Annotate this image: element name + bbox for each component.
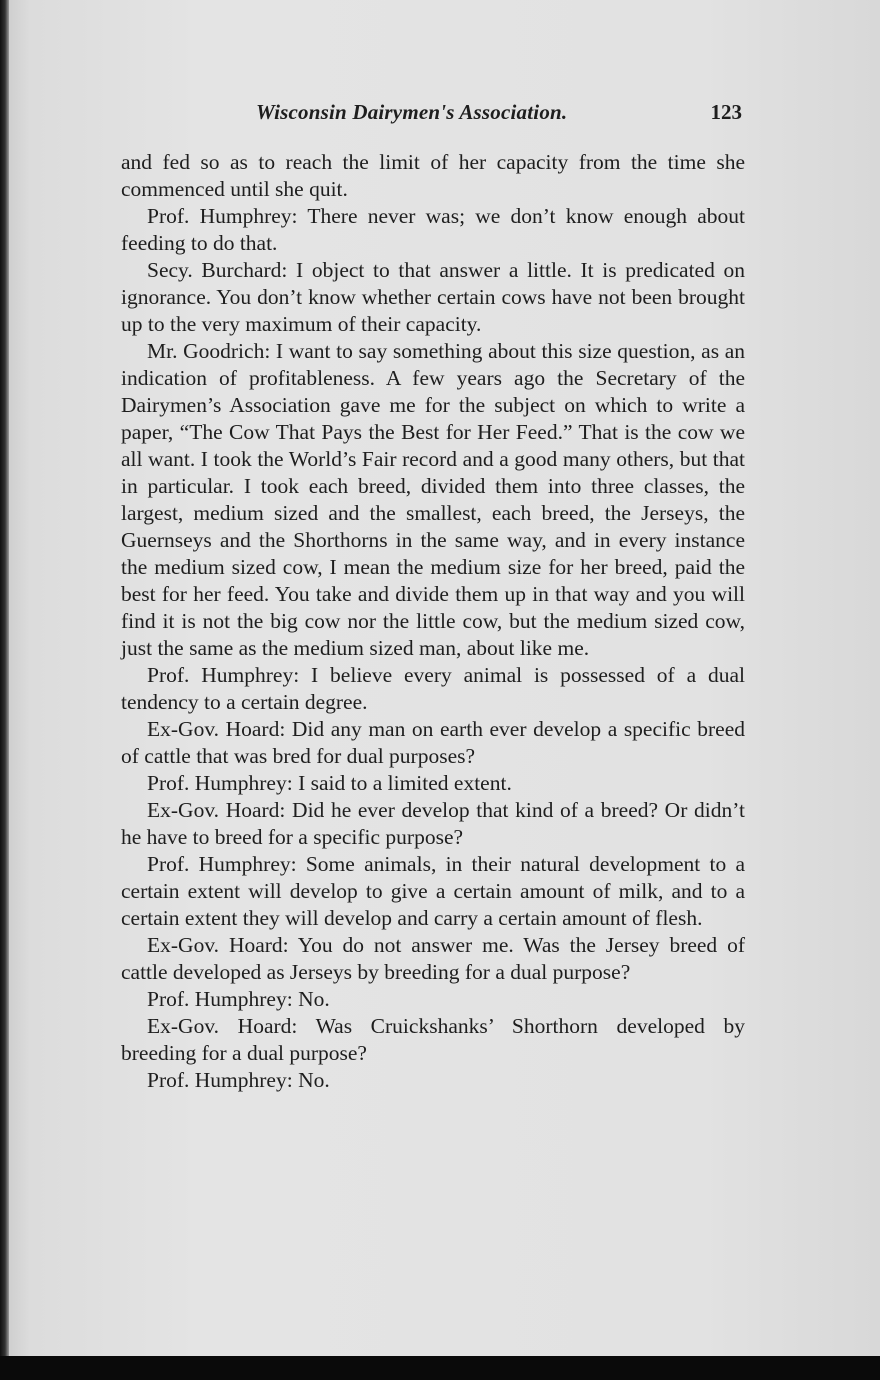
paragraph-hoard-1: Ex-Gov. Hoard: Did any man on earth ever develop a specific breed of cattle that was bred for dual purposes? <box>121 717 745 768</box>
paragraph-humphrey-5: Prof. Humphrey: No. <box>147 987 330 1011</box>
paragraph-hoard-3: Ex-Gov. Hoard: You do not answer me. Was the Jersey breed of cattle developed as Jerseys by breeding for a dual purpose? <box>121 933 745 984</box>
running-title: Wisconsin Dairymen's Association. <box>256 100 568 124</box>
body-text <box>121 149 745 1094</box>
paragraph-humphrey-6: Prof. Humphrey: No. <box>147 1068 330 1092</box>
page-header <box>256 100 742 132</box>
scan-bottom-border <box>0 1356 880 1380</box>
paragraph-humphrey-1: Prof. Humphrey: There never was; we don’t know enough about feeding to do that. <box>121 204 745 255</box>
paragraph-hoard-4: Ex-Gov. Hoard: Was Cruickshanks’ Shorthorn developed by breeding for a dual purpose? <box>121 1014 745 1065</box>
paragraph-humphrey-3: Prof. Humphrey: I said to a limited extent. <box>147 771 512 795</box>
paragraph-continuation: and fed so as to reach the limit of her capacity from the time she commenced until she quit. <box>121 150 745 201</box>
binding-edge-shadow <box>0 0 9 1360</box>
paragraph-humphrey-2: Prof. Humphrey: I believe every animal is possessed of a dual tendency to a certain degree. <box>121 663 745 714</box>
paragraph-goodrich: Mr. Goodrich: I want to say something about this size question, as an indication of profitableness. A few years ago the Secretary of the Dairymen’s Association gave me for the subject on which to write a paper, “The Cow That Pays the Best for Her Feed.” That is the cow we all want. I took the World’s Fair record and a good many others, but that in particular. I took each breed, divided them into three classes, the largest, medium sized and the smallest, each breed, the Jerseys, the Guernseys and the Shorthorns in the same way, and in every instance the medium sized cow, I mean the medium size for her breed, paid the best for her feed. You take and divide them up in that way and you will find it is not the big cow nor the little cow, but the medium sized cow, just the same as the medium sized man, about like me. <box>121 339 745 660</box>
paragraph-humphrey-4: Prof. Humphrey: Some animals, in their natural development to a certain extent will develop to give a certain amount of milk, and to a certain extent they will develop and carry a certain amount of flesh. <box>121 852 745 930</box>
paragraph-hoard-2: Ex-Gov. Hoard: Did he ever develop that kind of a breed? Or didn’t he have to breed for a specific purpose? <box>121 798 745 849</box>
paragraph-burchard: Secy. Burchard: I object to that answer a little. It is predicated on ignorance. You don’t know whether certain cows have not been brought up to the very maximum of their capacity. <box>121 258 745 336</box>
page-number: 123 <box>710 100 742 124</box>
